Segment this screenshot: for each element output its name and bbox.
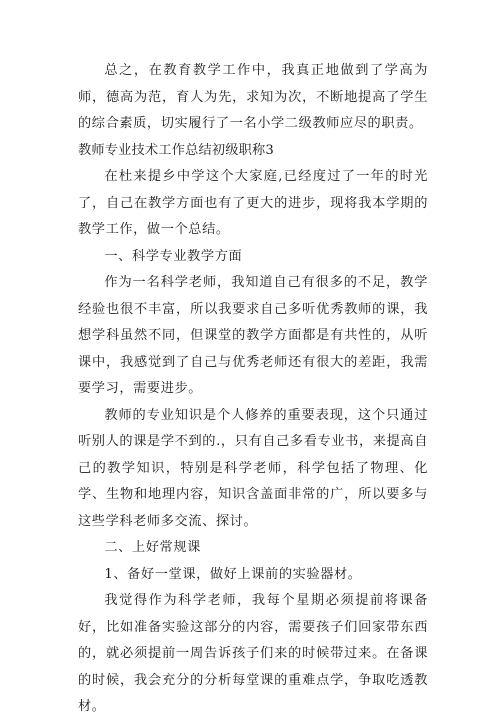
section-title: 教师专业技术工作总结初级职称3 bbox=[78, 142, 275, 158]
document-page bbox=[78, 58, 428, 721]
paragraph-conclusion: 总之，在教育教学工作中，我真正地做到了学高为师，德高为范，育人为先，求知为次，不断地提高了学生的综合素质，切实履行了一名小学二级教师应尽的职责。 bbox=[78, 63, 428, 131]
paragraph-intro: 在杜来提乡中学这个大家庭,已经度过了一年的时光了，自己在教学方面也有了更大的进步，现将我本学期的教学工作，做一个总结。 bbox=[78, 169, 428, 237]
paragraph-professional-knowledge: 教师的专业知识是个人修养的重要表现，这个只通过听别人的课是学不到的.，只有自己多看专业书，来提高自己的教学知识，特别是科学老师，科学包括了物理、化学、生物和地理内容，知识含盖面非常的广，所以要多与这些学科老师多交流、探讨。 bbox=[78, 407, 428, 529]
paragraph-science-teacher: 作为一名科学老师，我知道自己有很多的不足，教学经验也很不丰富，所以我要求自己多听优秀教师的课，我想学科虽然不同，但课堂的教学方面都是有共性的，从听课中，我感觉到了自己与优秀老师还有很大的差距，我需要学习，需要进步。 bbox=[78, 275, 428, 396]
subheading-prepare-lesson: 1、备好一堂课，做好上课前的实验器材。 bbox=[104, 566, 362, 582]
heading-regular-classes: 二、上好常规课 bbox=[104, 540, 201, 555]
heading-science-teaching: 一、科学专业教学方面 bbox=[104, 248, 243, 264]
paragraph-lesson-preparation: 我觉得作为科学老师，我每个星期必须提前将课备好，比如准备实验这部分的内容，需要孩子们回家带东西的，就必须提前一周告诉孩子们来的时候带过来。在备课的时候，我会充分的分析每堂课的重难点学，争取吃透教材。 bbox=[78, 593, 428, 714]
